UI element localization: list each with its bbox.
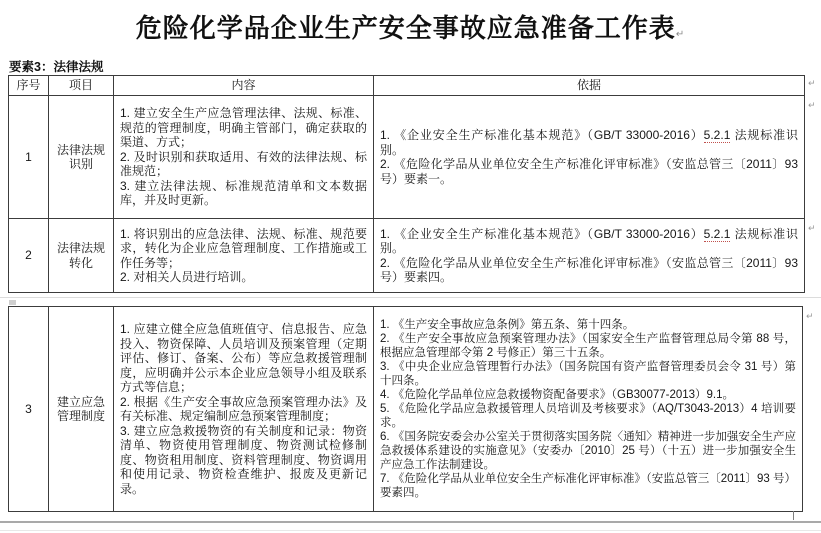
header-no: 序号 [9,76,49,96]
paragraph: 3. 建立法律法规、标准规范清单和文本数据库，并及时更新。 [120,178,367,208]
page-bottom-line [0,521,821,523]
worksheet-table-part2 [8,306,803,512]
page-break-line [0,297,821,298]
paragraph: 1. 《生产安全事故应急条例》第五条、第十四条。 [380,319,635,331]
row-end-mark: ↵ [806,311,814,321]
cell-no: 1 [9,96,49,219]
paragraph: 1. 《企业安全生产标准化基本规范》（GB/T 33000-2016）5.2.1 法规标准识别。 [380,226,798,255]
header-content: 内容 [114,76,374,96]
table-handle [9,300,16,305]
cell-basis [374,96,805,219]
cell-basis [374,307,803,512]
paragraph: 4. 《危险化学品单位应急救援物资配备要求》（GB30077-2013）9.1。 [380,389,735,401]
page-bottom-line-faint [0,530,821,531]
header-row [9,76,805,96]
paragraph: 6. 《国务院安委会办公室关于贯彻落实国务院〈通知〉精神进一步加强安全生产应急救援体系建设的实施意见》（安委办〔2010〕25 号）（十五）进一步加强安全生产应急工作法制建设。 [380,431,796,471]
table-row [9,96,805,219]
header-item: 项目 [49,76,114,96]
table-corner-tick [793,511,794,520]
cell-content [114,96,374,219]
paragraph: 2. 《危险化学品从业单位安全生产标准化评审标准》（安监总管三〔2011〕93 号）要素一。 [380,157,798,186]
header-basis: 依据 [374,76,805,96]
cell-content [114,219,374,293]
row-end-mark: ↵ [808,223,816,233]
cell-no: 2 [9,219,49,293]
paragraph: 5. 《危险化学品应急救援管理人员培训及考核要求》（AQ/T3043-2013）4 培训要求。 [380,403,796,429]
cell-content [114,307,374,512]
table-row [9,307,803,512]
paragraph: 2. 《生产安全事故应急预案管理办法》（国家安全生产监督管理总局令第 88 号，根据应急管理部令第 2 号修正）第三十五条。 [380,333,796,359]
table-row [9,219,805,293]
paragraph: 1. 应建立健全应急值班值守、信息报告、应急投入、物资保障、人员培训及预案管理（定期评估、修订、备案、公布）等应急救援管理制度，应明确并公示本企业应急领导小组及联系方式等信息； [120,322,367,394]
cell-no: 3 [9,307,49,512]
paragraph: 1. 《企业安全生产标准化基本规范》（GB/T 33000-2016）5.2.1 法规标准识别。 [380,128,798,157]
page-title-text: 危险化学品企业生产安全事故应急准备工作表 [135,13,676,43]
row-end-mark: ↵ [808,100,816,110]
paragraph: 7. 《危险化学品从业单位安全生产标准化评审标准》（安监总管三〔2011〕93 号）要素四。 [380,473,796,499]
paragraph: 1. 将识别出的应急法律、法规、标准、规范要求，转化为企业应急管理制度、工作措施或工作任务等； [120,226,367,270]
paragraph: 2. 《危险化学品从业单位安全生产标准化评审标准》（安监总管三〔2011〕93 号）要素四。 [380,255,798,284]
paragraph-mark-icon: ↵ [675,29,686,40]
paragraph: 2. 对相关人员进行培训。 [120,270,254,284]
paragraph: 3. 建立应急救援物资的有关制度和记录：物资清单、物资使用管理制度、物资测试检修制度、物资租用制度、资料管理制度、物资调用和使用记录、物资检查维护、报废及更新记录。 [120,423,367,496]
paragraph: 2. 及时识别和获取适用、有效的法律法规、标准规范； [120,149,367,179]
cell-item: 法律法规识别 [49,96,114,219]
cell-basis [374,219,805,293]
section-label: 要素3：法律法规 [9,60,104,74]
page-title [0,8,821,45]
paragraph: 1. 建立安全生产应急管理法律、法规、标准、规范的管理制度，明确主管部门，确定获取的渠道、方式； [120,106,367,150]
paragraph: 3. 《中央企业应急管理暂行办法》（国务院国有资产监督管理委员会令 31 号）第十四条。 [380,361,796,387]
worksheet-table-part1 [8,75,805,293]
cell-item: 建立应急管理制度 [49,307,114,512]
row-end-mark: ↵ [808,78,816,88]
paragraph: 2. 根据《生产安全事故应急预案管理办法》及有关标准、规定编制应急预案管理制度； [120,394,367,423]
cell-item: 法律法规转化 [49,219,114,293]
